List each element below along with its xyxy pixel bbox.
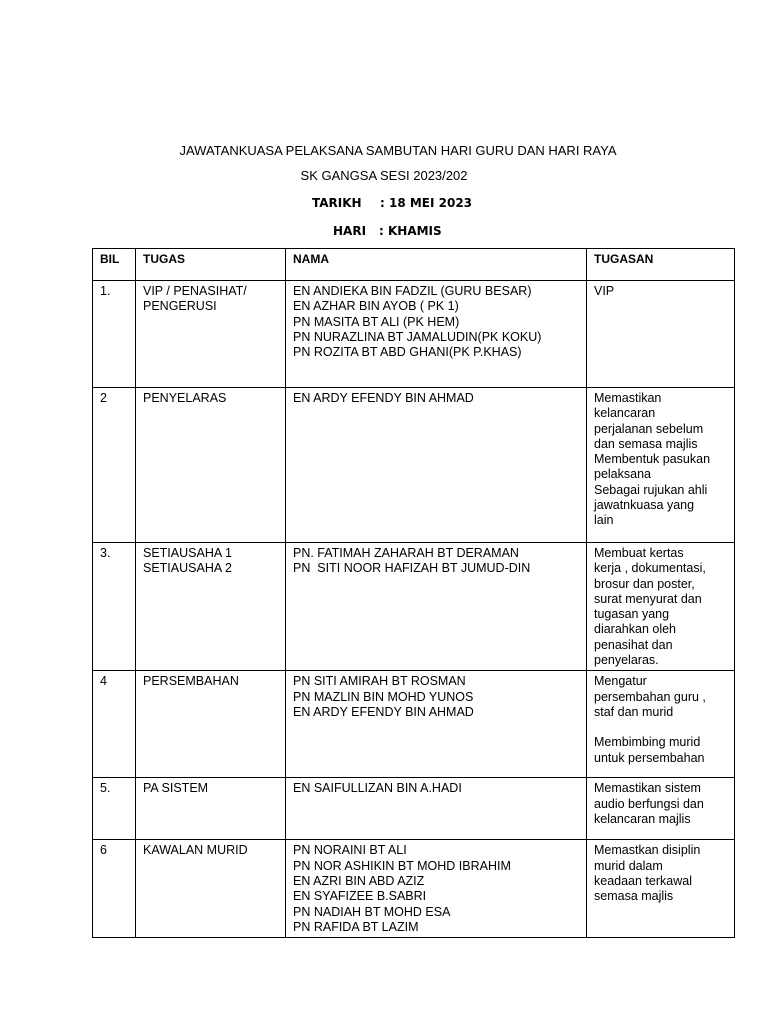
row-tugas xyxy=(136,840,286,938)
nama-line: EN SAIFULLIZAN BIN A.HADI xyxy=(293,781,462,796)
nama-line: PN SITI AMIRAH BT ROSMAN xyxy=(293,674,466,689)
tugasan-line: tugasan yang xyxy=(594,607,670,622)
document-subtitle: SK GANGSA SESI 2023/202 xyxy=(300,168,468,183)
tugas-line: KAWALAN MURID xyxy=(143,843,248,858)
table-row xyxy=(93,671,735,778)
tugasan-line: perjalanan sebelum xyxy=(594,421,704,436)
row-bil: 4 xyxy=(93,671,136,778)
tugasan-line: kerja , dokumentasi, xyxy=(594,561,706,576)
tugas-line: PENGERUSI xyxy=(143,299,217,314)
tugasan-line: audio berfungsi dan xyxy=(594,796,704,811)
nama-line: PN NURAZLINA BT JAMALUDIN(PK KOKU) xyxy=(293,329,542,344)
row-tugasan xyxy=(587,281,735,388)
nama-line: PN NORAINI BT ALI xyxy=(293,843,407,858)
tugasan-line: murid dalam xyxy=(594,858,663,873)
hari-label: HARI xyxy=(333,224,367,238)
row-bil: 2 xyxy=(93,388,136,543)
tugasan-line: dan semasa majlis xyxy=(594,436,698,451)
tugasan-line: semasa majlis xyxy=(594,889,674,904)
header-tugas: TUGAS xyxy=(136,249,286,281)
row-tugasan xyxy=(587,840,735,938)
row-tugasan xyxy=(587,671,735,778)
nama-line: EN SYAFIZEE B.SABRI xyxy=(293,889,427,904)
row-bil: 3. xyxy=(93,543,136,671)
nama-line: PN MASITA BT ALI (PK HEM) xyxy=(293,314,460,329)
tugasan-line: penyelaras. xyxy=(594,653,659,668)
tugas-line: VIP / PENASIHAT/ xyxy=(143,284,247,298)
tarikh-value: : 18 MEI 2023 xyxy=(380,196,473,210)
nama-line: PN MAZLIN BIN MOHD YUNOS xyxy=(293,689,474,704)
tugasan-line: Memastikan xyxy=(594,391,662,405)
tugasan-line: Sebagai rujukan ahli xyxy=(594,482,708,497)
tugasan-line: Mengatur xyxy=(594,674,647,689)
row-bil: 5. xyxy=(93,778,136,840)
tugasan-line: kelancaran majlis xyxy=(594,811,691,826)
header-bil: BIL xyxy=(93,249,136,281)
tugasan-line: jawatnkuasa yang xyxy=(594,498,695,513)
table-row xyxy=(93,543,735,671)
tugasan-line: pelaksana xyxy=(594,467,651,482)
row-tugasan xyxy=(587,778,735,840)
tugasan-line: Membentuk pasukan xyxy=(594,452,711,467)
row-tugas xyxy=(136,281,286,388)
row-bil: 6 xyxy=(93,840,136,938)
tugasan-spacer xyxy=(594,720,728,735)
row-tugas xyxy=(136,671,286,778)
tugas-line: PA SISTEM xyxy=(143,781,209,796)
table-row xyxy=(93,281,735,388)
tugasan-line: surat menyurat dan xyxy=(594,591,702,606)
tugasan-line: Memastikan sistem xyxy=(594,781,701,796)
tarikh-label: TARIKH xyxy=(312,196,362,210)
nama-line: EN ARDY EFENDY BIN AHMAD xyxy=(293,391,474,405)
tugasan-line: keadaan terkawal xyxy=(594,873,692,888)
row-nama xyxy=(286,281,587,388)
tugasan-line: Membuat kertas xyxy=(594,546,684,560)
row-nama xyxy=(286,388,587,543)
table-row xyxy=(93,778,735,840)
tugas-line: PENYELARAS xyxy=(143,391,227,405)
table-row xyxy=(93,840,735,938)
tugasan-line: kelancaran xyxy=(594,406,656,421)
header-nama: NAMA xyxy=(286,249,587,281)
row-tugas xyxy=(136,778,286,840)
header-tugasan: TUGASAN xyxy=(587,249,735,281)
tugasan-line: brosur dan poster, xyxy=(594,576,695,591)
nama-line: EN ANDIEKA BIN FADZIL (GURU BESAR) xyxy=(293,284,532,298)
tugasan-line: VIP xyxy=(594,284,615,298)
hari-value: : KHAMIS xyxy=(379,224,442,238)
row-tugasan xyxy=(587,543,735,671)
tugas-line: SETIAUSAHA 2 xyxy=(143,561,232,576)
row-tugas xyxy=(136,388,286,543)
nama-line: PN SITI NOOR HAFIZAH BT JUMUD-DIN xyxy=(293,561,531,576)
row-tugasan xyxy=(587,388,735,543)
tugasan-line: staf dan murid xyxy=(594,704,674,719)
nama-line: EN AZHAR BIN AYOB ( PK 1) xyxy=(293,299,459,314)
tugasan-line: untuk persembahan xyxy=(594,750,705,765)
row-nama xyxy=(286,778,587,840)
row-tugas xyxy=(136,543,286,671)
nama-line: PN RAFIDA BT LAZIM xyxy=(293,919,419,934)
nama-line: EN ARDY EFENDY BIN AHMAD xyxy=(293,704,474,719)
nama-line: EN AZRI BIN ABD AZIZ xyxy=(293,873,425,888)
tugas-line: PERSEMBAHAN xyxy=(143,674,239,689)
nama-line: PN NOR ASHIKIN BT MOHD IBRAHIM xyxy=(293,858,511,873)
tugas-line: SETIAUSAHA 1 xyxy=(143,546,232,560)
document-title: JAWATANKUASA PELAKSANA SAMBUTAN HARI GURU DAN HARI RAYA xyxy=(179,143,617,158)
tugasan-line: persembahan guru , xyxy=(594,689,706,704)
nama-line: PN NADIAH BT MOHD ESA xyxy=(293,904,451,919)
tugasan-line: Membimbing murid xyxy=(594,735,701,750)
nama-line: PN. FATIMAH ZAHARAH BT DERAMAN xyxy=(293,546,519,560)
row-bil: 1. xyxy=(93,281,136,388)
row-nama xyxy=(286,671,587,778)
tugasan-line: diarahkan oleh xyxy=(594,622,677,637)
row-nama xyxy=(286,840,587,938)
nama-line: PN ROZITA BT ABD GHANI(PK P.KHAS) xyxy=(293,345,522,360)
table-row xyxy=(93,388,735,543)
tugasan-line: lain xyxy=(594,513,614,528)
row-nama xyxy=(286,543,587,671)
tugasan-line: Memastkan disiplin xyxy=(594,843,701,858)
committee-table xyxy=(92,248,735,938)
tugasan-line: penasihat dan xyxy=(594,637,673,652)
table-header-row xyxy=(93,249,735,281)
